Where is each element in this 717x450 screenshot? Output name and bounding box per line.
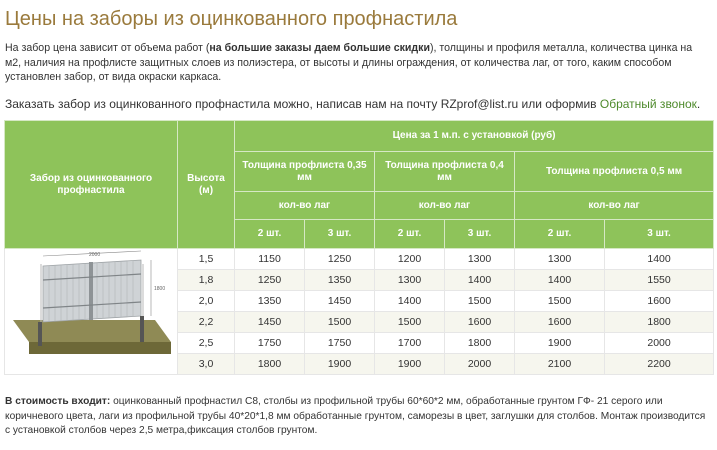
- price-cell: 1750: [235, 333, 305, 354]
- header-fence: Забор из оцинкованного профнастила: [5, 121, 178, 249]
- price-cell: 1600: [605, 291, 714, 312]
- header-lag-count: кол-во лаг: [235, 192, 375, 220]
- height-cell: 3,0: [178, 354, 235, 375]
- price-cell: 1400: [515, 270, 605, 291]
- price-cell: 1800: [445, 333, 515, 354]
- intro-paragraph: [5, 41, 710, 85]
- price-cell: 1300: [375, 270, 445, 291]
- price-cell: 1500: [375, 312, 445, 333]
- header-lag-3: 3 шт.: [445, 220, 515, 249]
- header-thickness-035: Толщина профлиста 0,35 мм: [235, 152, 375, 192]
- height-cell: 1,5: [178, 249, 235, 270]
- image-height-label: 1800: [154, 286, 166, 292]
- height-cell: 2,5: [178, 333, 235, 354]
- header-lag-2: 2 шт.: [375, 220, 445, 249]
- price-cell: 1600: [445, 312, 515, 333]
- header-lag-3: 3 шт.: [305, 220, 375, 249]
- order-text: Заказать забор из оцинкованного профнастила можно, написав нам на почту: [5, 97, 441, 111]
- height-cell: 2,2: [178, 312, 235, 333]
- price-cell: 1450: [305, 291, 375, 312]
- image-width-label: 2000: [89, 252, 101, 258]
- price-cell: 1400: [445, 270, 515, 291]
- header-height: Высота (м): [178, 121, 235, 249]
- header-lag-count: кол-во лаг: [515, 192, 714, 220]
- intro-bold-text: на большие заказы даем большие скидки: [209, 42, 430, 54]
- intro-text-2: ), толщины и профиля металла, количества цинка на м2, наличия на профлисте защитных слоев из полиэстера, от высоты и длины ограждения, от количества лаг, от того, каким способом установлен забор, от вида окраски каркаса.: [5, 42, 693, 84]
- header-price: Цена за 1 м.п. с установкой (руб): [235, 121, 714, 152]
- order-line: [5, 97, 715, 111]
- price-cell: 1800: [235, 354, 305, 375]
- price-cell: 1250: [305, 249, 375, 270]
- header-lag-2: 2 шт.: [235, 220, 305, 249]
- header-lag-3: 3 шт.: [605, 220, 714, 249]
- fence-image-cell: [5, 249, 178, 375]
- price-cell: 1350: [235, 291, 305, 312]
- price-cell: 1800: [605, 312, 714, 333]
- price-cell: 1900: [375, 354, 445, 375]
- price-cell: 1500: [305, 312, 375, 333]
- price-table: [4, 120, 714, 375]
- header-lag-count: кол-во лаг: [375, 192, 515, 220]
- included-label: В стоимость входит:: [5, 396, 111, 407]
- price-cell: 1600: [515, 312, 605, 333]
- price-cell: 1300: [515, 249, 605, 270]
- callback-link[interactable]: Обратный звонок: [599, 97, 697, 111]
- price-cell: 1750: [305, 333, 375, 354]
- price-cell: 1500: [515, 291, 605, 312]
- header-thickness-05: Толщина профлиста 0,5 мм: [515, 152, 714, 192]
- fence-image: [5, 250, 177, 370]
- price-cell: 1900: [515, 333, 605, 354]
- header-lag-2: 2 шт.: [515, 220, 605, 249]
- included-text: оцинкованный профнастил С8, столбы из профильной трубы 60*60*2 мм, обработанные грунтом ГФ- 21 серого или коричневого цвета, лаги из профильной трубы 40*20*1,8 мм обработанные грунтом, саморезы в цвет, заглушки для столбов. Монтаж производится с установкой столбов через 2,5 метра,фиксация столбов грунтом.: [5, 396, 706, 437]
- intro-text-1: На забор цена зависит от объема работ (: [5, 42, 210, 54]
- height-cell: 1,8: [178, 270, 235, 291]
- price-cell: 1900: [305, 354, 375, 375]
- height-cell: 2,0: [178, 291, 235, 312]
- price-cell: 2000: [445, 354, 515, 375]
- page-title: Цены на заборы из оцинкованного профнастила: [5, 8, 458, 30]
- price-cell: 1450: [235, 312, 305, 333]
- price-cell: 1400: [375, 291, 445, 312]
- price-cell: 1250: [235, 270, 305, 291]
- price-cell: 2100: [515, 354, 605, 375]
- order-end: .: [696, 97, 701, 111]
- table-row: [5, 249, 714, 270]
- included-note: [5, 395, 710, 439]
- price-cell: 1400: [605, 249, 714, 270]
- price-cell: 1150: [235, 249, 305, 270]
- order-middle: или оформив: [518, 97, 600, 111]
- price-cell: 1500: [445, 291, 515, 312]
- price-cell: 1300: [445, 249, 515, 270]
- price-cell: 1550: [605, 270, 714, 291]
- price-cell: 1200: [375, 249, 445, 270]
- price-cell: 1350: [305, 270, 375, 291]
- email-link[interactable]: RZprof@list.ru: [440, 97, 519, 111]
- price-cell: 1700: [375, 333, 445, 354]
- price-cell: 2000: [605, 333, 714, 354]
- price-cell: 2200: [605, 354, 714, 375]
- header-thickness-04: Толщина профлиста 0,4 мм: [375, 152, 515, 192]
